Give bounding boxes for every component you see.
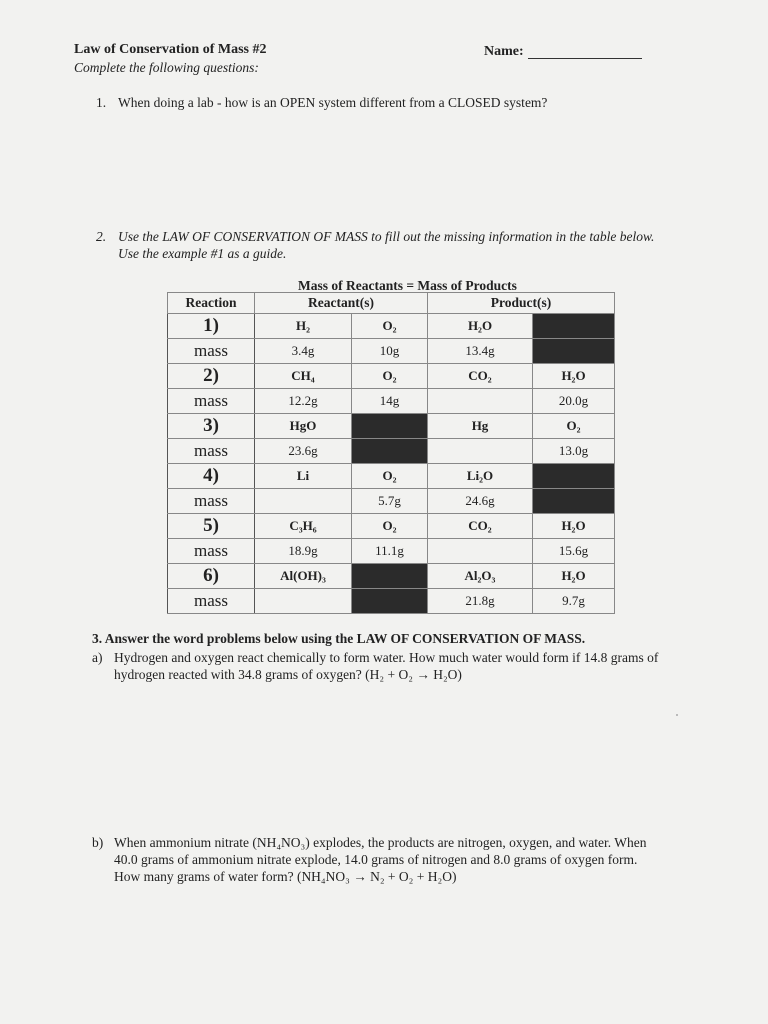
formula-cell: CO₂ xyxy=(428,364,533,389)
row-reaction-number: 1) xyxy=(168,314,255,339)
header-products: Product(s) xyxy=(428,293,615,314)
question-3b-line-1: When ammonium nitrate (NH₄NO₃) explodes, the products are nitrogen, oxygen, and water. When xyxy=(114,835,647,850)
blacked-out-cell xyxy=(533,464,615,489)
mass-cell: 10g xyxy=(352,339,428,364)
mass-cell: 11.1g xyxy=(352,539,428,564)
question-3a-label: a) xyxy=(92,650,103,665)
formula-cell: H₂ xyxy=(255,314,352,339)
mass-table xyxy=(167,292,615,614)
row-mass-label: mass xyxy=(168,439,255,464)
mass-cell[interactable] xyxy=(428,439,533,464)
formula-cell: H₂O xyxy=(428,314,533,339)
name-blank-line[interactable] xyxy=(528,58,642,59)
table-row xyxy=(168,364,615,389)
table-row xyxy=(168,314,615,339)
formula-cell: CO₂ xyxy=(428,514,533,539)
question-3a-line-2: hydrogen reacted with 34.8 grams of oxygen? (H₂ + O₂ → H₂O) xyxy=(114,667,462,682)
table-row xyxy=(168,389,615,414)
mass-cell: 15.6g xyxy=(533,539,615,564)
mass-cell: 21.8g xyxy=(428,589,533,614)
blacked-out-cell xyxy=(352,589,428,614)
blacked-out-cell xyxy=(533,339,615,364)
formula-cell: Al₂O₃ xyxy=(428,564,533,589)
question-1-number: 1. xyxy=(96,95,107,110)
row-reaction-number: 4) xyxy=(168,464,255,489)
mass-cell[interactable] xyxy=(428,539,533,564)
table-row xyxy=(168,564,615,589)
table-row xyxy=(168,464,615,489)
mass-cell: 12.2g xyxy=(255,389,352,414)
header-reactants: Reactant(s) xyxy=(255,293,428,314)
formula-cell: O₂ xyxy=(352,464,428,489)
question-2 xyxy=(96,228,654,262)
mass-cell: 23.6g xyxy=(255,439,352,464)
mass-cell: 20.0g xyxy=(533,389,615,414)
formula-cell: H₂O xyxy=(533,514,615,539)
formula-cell: O₂ xyxy=(352,364,428,389)
mass-cell: 14g xyxy=(352,389,428,414)
table-header-row xyxy=(168,293,615,314)
formula-cell: C₃H₆ xyxy=(255,514,352,539)
mass-cell: 3.4g xyxy=(255,339,352,364)
blacked-out-cell xyxy=(352,439,428,464)
table-row xyxy=(168,439,615,464)
question-3a xyxy=(92,649,732,683)
formula-cell: CH₄ xyxy=(255,364,352,389)
question-2-line-2: Use the example #1 as a guide. xyxy=(118,246,287,261)
row-reaction-number: 5) xyxy=(168,514,255,539)
question-1-text: When doing a lab - how is an OPEN system different from a CLOSED system? xyxy=(118,95,548,110)
table-row xyxy=(168,414,615,439)
table-body xyxy=(168,314,615,614)
question-3b-line-3: How many grams of water form? (NH₄NO₃ → N₂ + O₂ + H₂O) xyxy=(114,869,457,884)
worksheet-subtitle: Complete the following questions: xyxy=(74,60,259,75)
formula-cell: Al(OH)₃ xyxy=(255,564,352,589)
blacked-out-cell xyxy=(352,414,428,439)
question-1 xyxy=(96,94,547,111)
table-row xyxy=(168,514,615,539)
formula-cell: Li xyxy=(255,464,352,489)
blacked-out-cell xyxy=(352,564,428,589)
header-reaction: Reaction xyxy=(168,293,255,314)
row-reaction-number: 6) xyxy=(168,564,255,589)
row-mass-label: mass xyxy=(168,589,255,614)
mass-cell[interactable] xyxy=(255,589,352,614)
row-mass-label: mass xyxy=(168,339,255,364)
formula-cell: H₂O xyxy=(533,564,615,589)
row-mass-label: mass xyxy=(168,539,255,564)
mass-cell[interactable] xyxy=(255,489,352,514)
table-row xyxy=(168,489,615,514)
question-3a-line-1: Hydrogen and oxygen react chemically to form water. How much water would form if 14.8 grams of xyxy=(114,650,659,665)
blacked-out-cell xyxy=(533,314,615,339)
table-row xyxy=(168,339,615,364)
table-row xyxy=(168,539,615,564)
table-row xyxy=(168,589,615,614)
row-reaction-number: 3) xyxy=(168,414,255,439)
question-3b xyxy=(92,834,732,885)
mass-cell: 24.6g xyxy=(428,489,533,514)
question-2-line-1: Use the LAW OF CONSERVATION OF MASS to fill out the missing information in the table below. xyxy=(118,229,655,244)
question-2-number: 2. xyxy=(96,229,107,244)
scan-speck xyxy=(676,714,678,716)
question-3b-label: b) xyxy=(92,835,104,850)
formula-cell: Li₂O xyxy=(428,464,533,489)
formula-cell: HgO xyxy=(255,414,352,439)
mass-cell: 13.4g xyxy=(428,339,533,364)
row-reaction-number: 2) xyxy=(168,364,255,389)
mass-cell: 13.0g xyxy=(533,439,615,464)
row-mass-label: mass xyxy=(168,489,255,514)
formula-cell: O₂ xyxy=(352,314,428,339)
formula-cell: O₂ xyxy=(352,514,428,539)
question-3-heading: 3. Answer the word problems below using the LAW OF CONSERVATION OF MASS. xyxy=(92,631,586,646)
mass-cell[interactable] xyxy=(428,389,533,414)
worksheet-title: Law of Conservation of Mass #2 xyxy=(74,42,267,57)
formula-cell: O₂ xyxy=(533,414,615,439)
question-3b-line-2: 40.0 grams of ammonium nitrate explode, 14.0 grams of nitrogen and 8.0 grams of oxygen form. xyxy=(114,852,638,867)
mass-cell: 18.9g xyxy=(255,539,352,564)
row-mass-label: mass xyxy=(168,389,255,414)
blacked-out-cell xyxy=(533,489,615,514)
formula-cell: H₂O xyxy=(533,364,615,389)
mass-cell: 5.7g xyxy=(352,489,428,514)
formula-cell: Hg xyxy=(428,414,533,439)
mass-cell: 9.7g xyxy=(533,589,615,614)
name-label: Name: xyxy=(484,44,524,59)
table-caption: Mass of Reactants = Mass of Products xyxy=(298,278,517,293)
